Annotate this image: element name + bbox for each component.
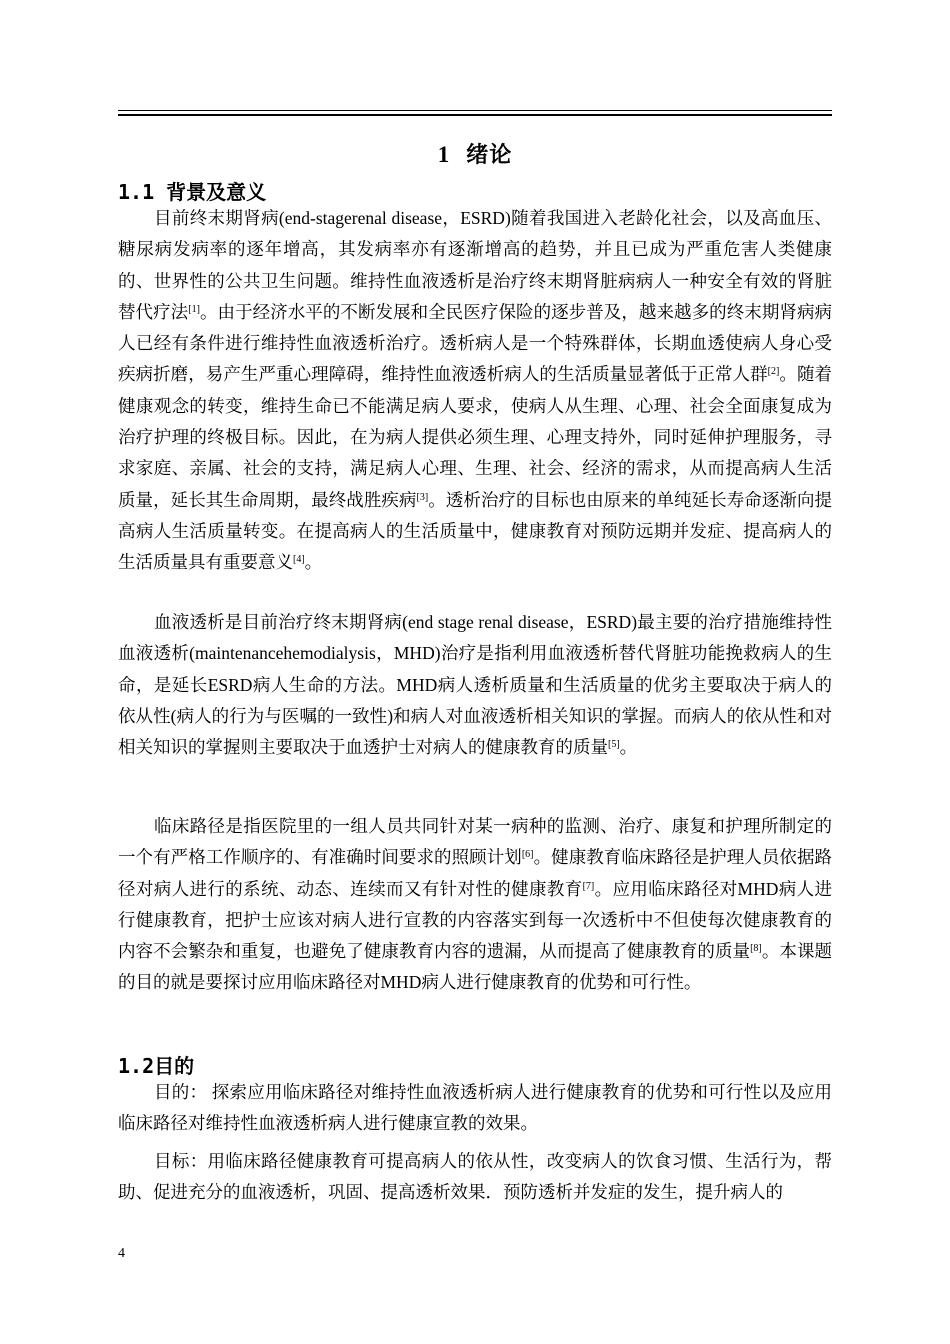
citation-2: [2] bbox=[767, 366, 780, 378]
paragraph-purpose: 目的： 探索应用临床路径对维持性血液透析病人进行健康教育的优势和可行性以及应用临床路径对维持性血液透析病人进行健康宣教的效果。 bbox=[118, 1082, 832, 1134]
citation-6: [6] bbox=[521, 849, 534, 861]
paragraph-goal: 目标：用临床路径健康教育可提高病人的依从性，改变病人的饮食习惯、生活行为，帮助、促进充分的血液透析，巩固、提高透析效果．预防透析并发症的发生，提升病人的 bbox=[118, 1151, 832, 1203]
paragraph-hemodialysis: 血液透析是目前治疗终末期肾病(end stage renal disease，ESRD)最主要的治疗措施维持性血液透析(maintenancehemodialysis，MHD)治疗是指利用血液透析替代肾脏功能挽救病人的生命，是延长ESRD病人生命的方法。MHD病人透析质量和生活质量的优劣主要取决于病人的依从性(病人的行为与医嘱的一致性)和病人对血液透析相关知识的掌握。而病人的依从性和对相关知识的掌握则主要取决于血透护士对病人的健康教育的质量[5]。 bbox=[118, 612, 832, 758]
section-heading-purpose: 1.2目的 bbox=[118, 1054, 195, 1078]
citation-4: [4] bbox=[293, 554, 305, 566]
page-number: 4 bbox=[118, 1246, 125, 1261]
section-heading-background: 1.1 背景及意义 bbox=[118, 180, 267, 204]
chapter-title-text: 绪论 bbox=[466, 143, 513, 168]
chapter-title bbox=[118, 138, 832, 169]
citation-8: [8] bbox=[750, 943, 762, 955]
header-rule-thick bbox=[118, 114, 832, 116]
paragraph-background: 目前终末期肾病(end-stagerenal disease，ESRD)随着我国进入老龄化社会，以及高血压、糖尿病发病率的逐年增高，其发病率亦有逐渐增高的趋势，并且已成为严重危害人类健康的、世界性的公共卫生问题。维持性血液透析是治疗终末期肾脏病病人一种安全有效的肾脏替代疗法[1]。由于经济水平的不断发展和全民医疗保险的逐步普及，越来越多的终末期肾病病人已经有条件进行维持性血液透析治疗。透析病人是一个特殊群体，长期血透使病人身心受疾病折磨，易产生严重心理障碍，维持性血液透析病人的生活质量显著低于正常人群[2]。随着健康观念的转变，维持生命已不能满足病人要求，使病人从生理、心理、社会全面康复成为治疗护理的终极目标。因此，在为病人提供必须生理、心理支持外，同时延伸护理服务，寻求家庭、亲属、社会的支持，满足病人心理、生理、社会、经济的需求，从而提高病人生活质量，延长其生命周期，最终战胜疾病[3]。透析治疗的目标也由原来的单纯延长寿命逐渐向提高病人生活质量转变。在提高病人的生活质量中，健康教育对预防远期并发症、提高病人的生活质量具有重要意义[4]。 bbox=[118, 208, 833, 573]
citation-7: [7] bbox=[582, 880, 595, 892]
paragraph-clinical-pathway: 临床路径是指医院里的一组人员共同针对某一病种的监测、治疗、康复和护理所制定的一个有严格工作顺序的、有准确时间要求的照顾计划[6]。健康教育临床路径是护理人员依据路径对病人进行的系统、动态、连续而又有针对性的健康教育[7]。应用临床路径对MHD病人进行健康教育，把护士应该对病人进行宣教的内容落实到每一次透析中不但使每次健康教育的内容不会繁杂和重复，也避免了健康教育内容的遗漏，从而提高了健康教育的质量[8]。本课题的目的就是要探讨应用临床路径对MHD病人进行健康教育的优势和可行性。 bbox=[118, 816, 833, 993]
chapter-number: 1 bbox=[437, 142, 451, 167]
citation-3: [3] bbox=[416, 491, 429, 503]
header-rule-thin bbox=[118, 110, 832, 111]
citation-1: [1] bbox=[188, 303, 200, 315]
citation-5: [5] bbox=[608, 739, 620, 751]
